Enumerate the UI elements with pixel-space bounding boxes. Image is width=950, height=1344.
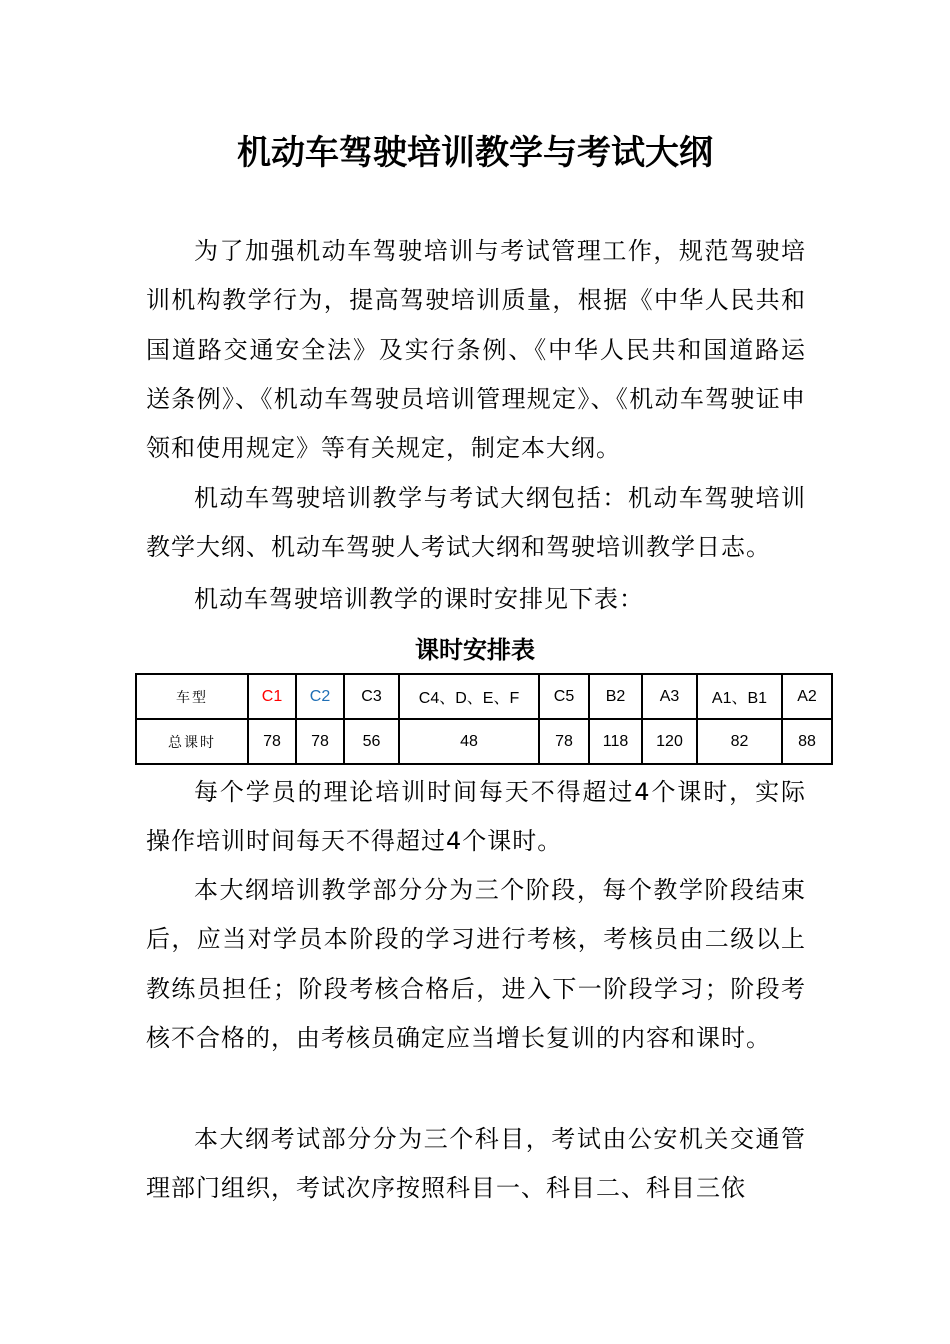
table-title: 课时安排表 [415, 636, 535, 664]
paragraph-intro: 为了加强机动车驾驶培训与考试管理工作，规范驾驶培训机构教学行为，提高驾驶培训质量，根据《中华人民共和国道路交通安全法》及实行条例、《中华人民共和国道路运送条例》、《机动车驾驶员培训管理规定》、《机动车驾驶证申领和使用规定》等有关规定，制定本大纲。 [146, 237, 806, 463]
paragraph-exam-subjects: 本大纲考试部分分为三个科目，考试由公安机关交通管理部门组织，考试次序按照科目一、科目二、科目三依 [146, 1125, 806, 1203]
paragraph-contents: 机动车驾驶培训教学与考试大纲包括：机动车驾驶培训教学大纲、机动车驾驶人考试大纲和驾驶培训教学日志。 [146, 484, 806, 562]
vehicle-type-cell: C4、D、E、F [399, 674, 539, 719]
header-total-hours: 总课时 [136, 719, 248, 764]
hours-cell: 78 [539, 719, 589, 764]
hours-cell: 78 [296, 719, 344, 764]
hours-cell: 56 [344, 719, 399, 764]
vehicle-type-cell: C2 [296, 674, 344, 719]
vehicle-type-cell: B2 [589, 674, 642, 719]
hours-cell: 120 [642, 719, 697, 764]
hours-cell: 48 [399, 719, 539, 764]
vehicle-type-cell: C1 [248, 674, 296, 719]
hours-cell: 88 [782, 719, 832, 764]
vehicle-type-cell: C5 [539, 674, 589, 719]
document-title: 机动车驾驶培训教学与考试大纲 [237, 133, 713, 173]
vehicle-type-cell: C3 [344, 674, 399, 719]
header-vehicle-type: 车型 [136, 674, 248, 719]
vehicle-type-cell: A1、B1 [697, 674, 782, 719]
paragraph-training-stages: 本大纲培训教学部分分为三个阶段，每个教学阶段结束后，应当对学员本阶段的学习进行考核，考核员由二级以上教练员担任；阶段考核合格后，进入下一阶段学习；阶段考核不合格的，由考核员确定应当增长复训的内容和课时。 [146, 876, 806, 1052]
table-row-vehicle-types [136, 674, 832, 719]
hours-cell: 82 [697, 719, 782, 764]
vehicle-type-cell: A2 [782, 674, 832, 719]
hours-cell: 118 [589, 719, 642, 764]
schedule-table [135, 673, 833, 765]
paragraph-schedule-intro: 机动车驾驶培训教学的课时安排见下表： [194, 585, 644, 613]
vehicle-type-cell: A3 [642, 674, 697, 719]
table-row-total-hours [136, 719, 832, 764]
hours-cell: 78 [248, 719, 296, 764]
paragraph-daily-limit: 每个学员的理论培训时间每天不得超过4个课时，实际操作培训时间每天不得超过4个课时。 [146, 778, 806, 856]
